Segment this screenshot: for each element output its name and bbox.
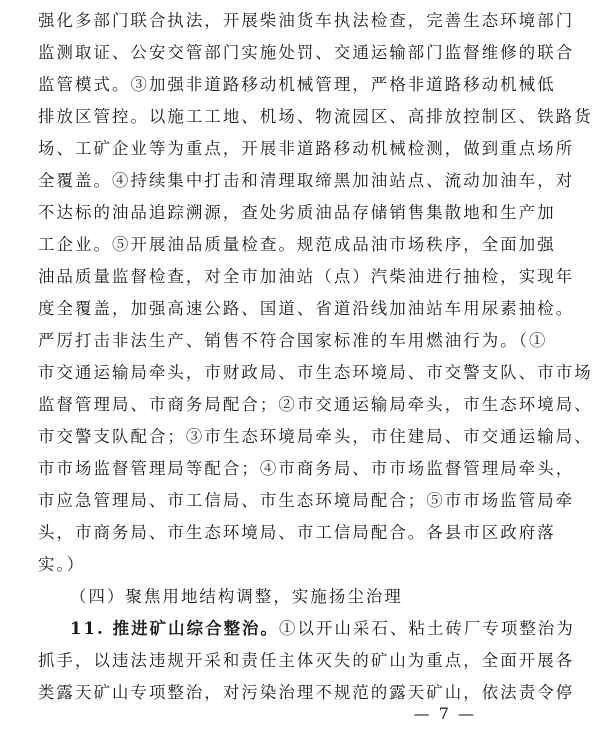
body-text-line: 市交通运输局牵头，市财政局、市生态环境局、市交警支队、市市场 bbox=[38, 363, 593, 382]
body-text-line: 排放区管控。以施工工地、机场、物流园区、高排放控制区、铁路货 bbox=[38, 107, 593, 126]
body-text-line: 监督管理局、市商务局配合；②市交通运输局牵头，市生态环境局、 bbox=[38, 395, 593, 414]
body-text-line: 实。） bbox=[38, 555, 86, 574]
body-text-line: 油品质量监督检查，对全市加油站（点）汽柴油进行抽检，实现年 bbox=[38, 267, 575, 286]
body-text-line: 类露天矿山专项整治，对污染治理不规范的露天矿山，依法责令停 bbox=[38, 683, 575, 702]
body-text-line: 不达标的油品追踪溯源，查处劣质油品存储销售集散地和生产加 bbox=[38, 203, 556, 222]
body-text-line: 工企业。⑤开展油品质量检查。规范成品油市场秩序，全面加强 bbox=[38, 235, 556, 254]
body-text-line: 头，市商务局、市生态环境局、市工信局配合。各县市区政府落 bbox=[38, 523, 556, 542]
page-number: — 7 — bbox=[413, 704, 476, 723]
body-text-line: 强化多部门联合执法，开展柴油货车执法检查，完善生态环境部门 bbox=[38, 11, 575, 30]
body-text-line: 抓手，以违法违规开采和责任主体灭失的矿山为重点，全面开展各 bbox=[38, 651, 575, 670]
body-text-line: 监测取证、公安交管部门实施处罚、交通运输部门监督维修的联合 bbox=[38, 43, 575, 62]
item-11-title: 11. 推进矿山综合整治。 bbox=[70, 619, 280, 638]
body-text-line: 市交警支队配合；③市生态环境局牵头，市住建局、市交通运输局、 bbox=[38, 427, 593, 446]
body-text-line: 场、工矿企业等为重点，开展非道路移动机械检测，做到重点场所 bbox=[38, 139, 575, 158]
body-text-line: 度全覆盖，加强高速公路、国道、省道沿线加油站车用尿素抽检。 bbox=[38, 299, 575, 318]
body-text-line: 全覆盖。④持续集中打击和清理取缔黑加油站点、流动加油车，对 bbox=[38, 171, 575, 190]
item-11-text: ①以开山采石、粘土砖厂专项整治为 bbox=[279, 619, 575, 638]
body-text-line: 严厉打击非法生产、销售不符合国家标准的车用燃油行为。（① bbox=[38, 331, 548, 350]
section-heading: （四）聚焦用地结构调整，实施扬尘治理 bbox=[70, 587, 403, 606]
body-text-line: 监管模式。③加强非道路移动机械管理，严格非道路移动机械低 bbox=[38, 75, 556, 94]
item-11-line bbox=[70, 618, 575, 640]
body-text-line: 市市场监督管理局等配合；④市商务局、市市场监督管理局牵头， bbox=[38, 459, 575, 478]
body-text-line: 市应急管理局、市工信局、市生态环境局配合；⑤市市场监管局牵 bbox=[38, 491, 575, 510]
